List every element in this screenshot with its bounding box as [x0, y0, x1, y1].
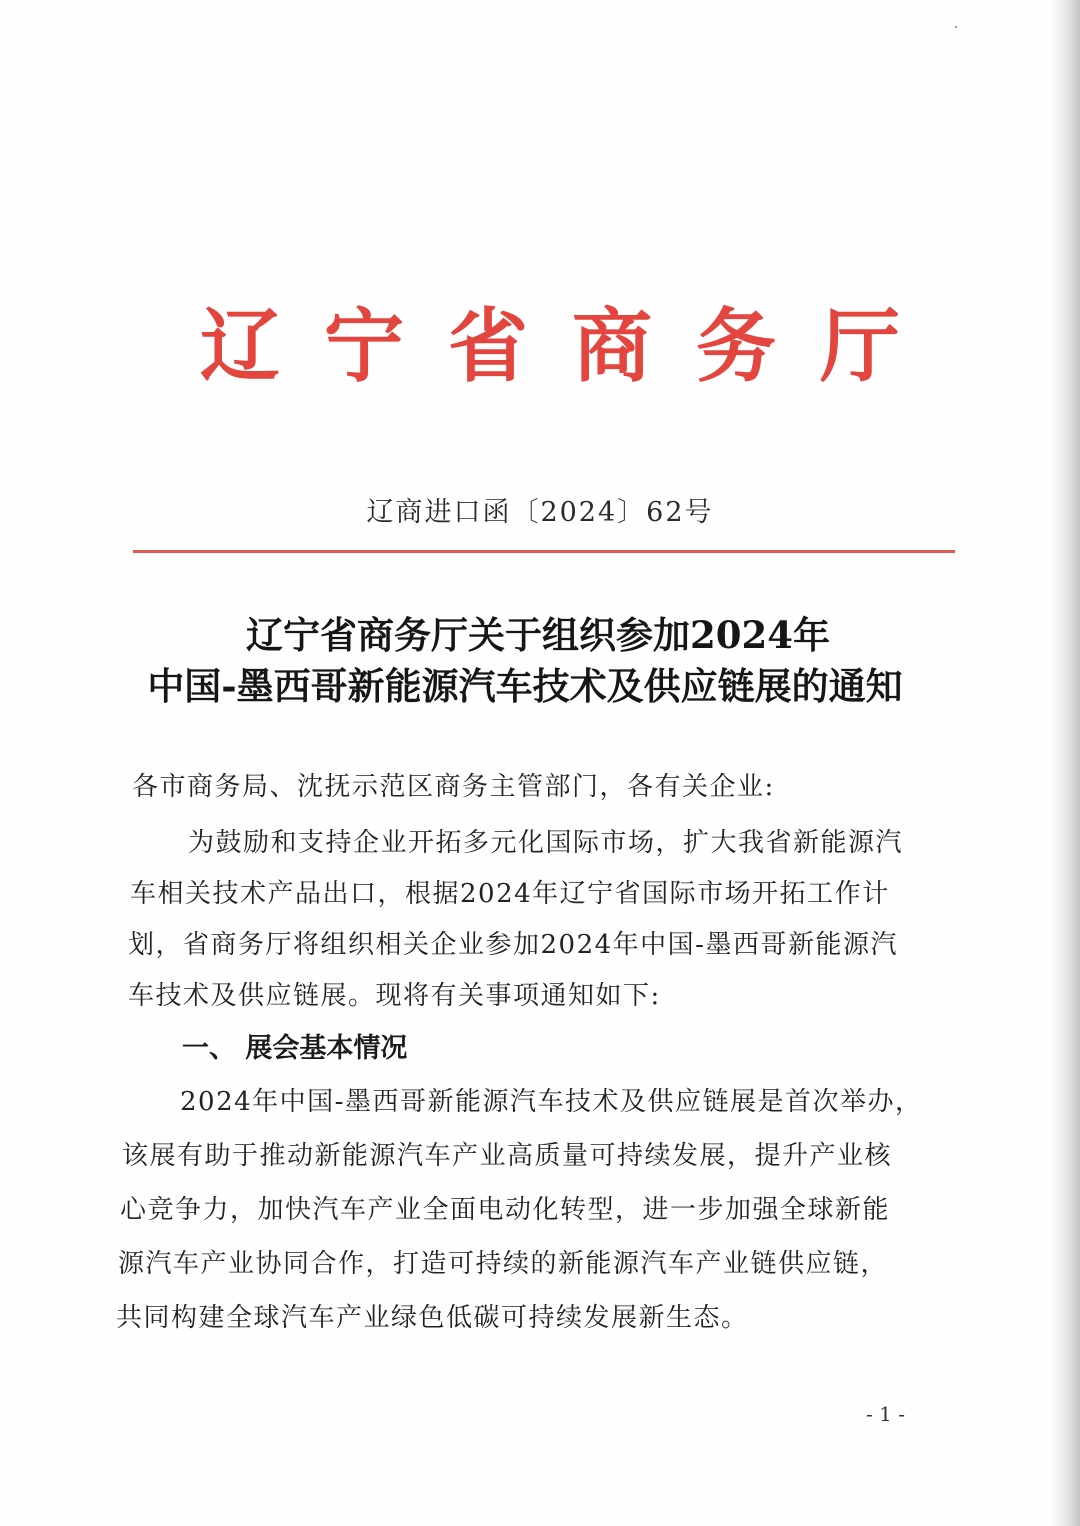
- red-divider-rule: [133, 550, 955, 553]
- section-heading: 一、 展会基本情况: [182, 1033, 408, 1064]
- paragraph-line: 心竞争力，加快汽车产业全面电动化转型，进一步加强全球新能: [120, 1195, 891, 1225]
- paragraph-line: 车技术及供应链展。现将有关事项通知如下:: [128, 981, 661, 1011]
- masthead-char: 辽: [200, 299, 280, 393]
- masthead-char: 商: [572, 299, 652, 393]
- masthead-char: 厅: [820, 299, 900, 393]
- title-line-2: 中国-墨西哥新能源汽车技术及供应链展的通知: [147, 664, 903, 708]
- masthead-char: 宁: [324, 299, 404, 393]
- masthead-char: 省: [448, 299, 528, 393]
- masthead: [195, 298, 905, 394]
- title-line-1: 辽宁省商务厅关于组织参加2024年: [246, 613, 830, 657]
- scan-shadow-edge: [1050, 0, 1080, 1526]
- scan-speck: [955, 26, 957, 28]
- document-number: 辽商进口函〔2024〕62号: [366, 497, 714, 528]
- paragraph-line: 该展有助于推动新能源汽车产业高质量可持续发展，提升产业核: [122, 1141, 893, 1171]
- page-number: - 1 -: [866, 1402, 905, 1426]
- paragraph-line: 源汽车产业协同合作，打造可持续的新能源汽车产业链供应链，: [118, 1249, 889, 1279]
- paragraph-line: 划，省商务厅将组织相关企业参加2024年中国-墨西哥新能源汽: [128, 930, 898, 960]
- paragraph-line: 共同构建全球汽车产业绿色低碳可持续发展新生态。: [116, 1303, 749, 1333]
- addressee-line: 各市商务局、沈抚示范区商务主管部门，各有关企业:: [132, 772, 775, 802]
- paragraph-line: 车相关技术产品出口，根据2024年辽宁省国际市场开拓工作计: [130, 879, 890, 909]
- paragraph-line: 为鼓励和支持企业开拓多元化国际市场，扩大我省新能源汽: [188, 828, 904, 858]
- masthead-char: 务: [696, 299, 776, 393]
- paragraph-line: 2024年中国-墨西哥新能源汽车技术及供应链展是首次举办，: [180, 1087, 923, 1117]
